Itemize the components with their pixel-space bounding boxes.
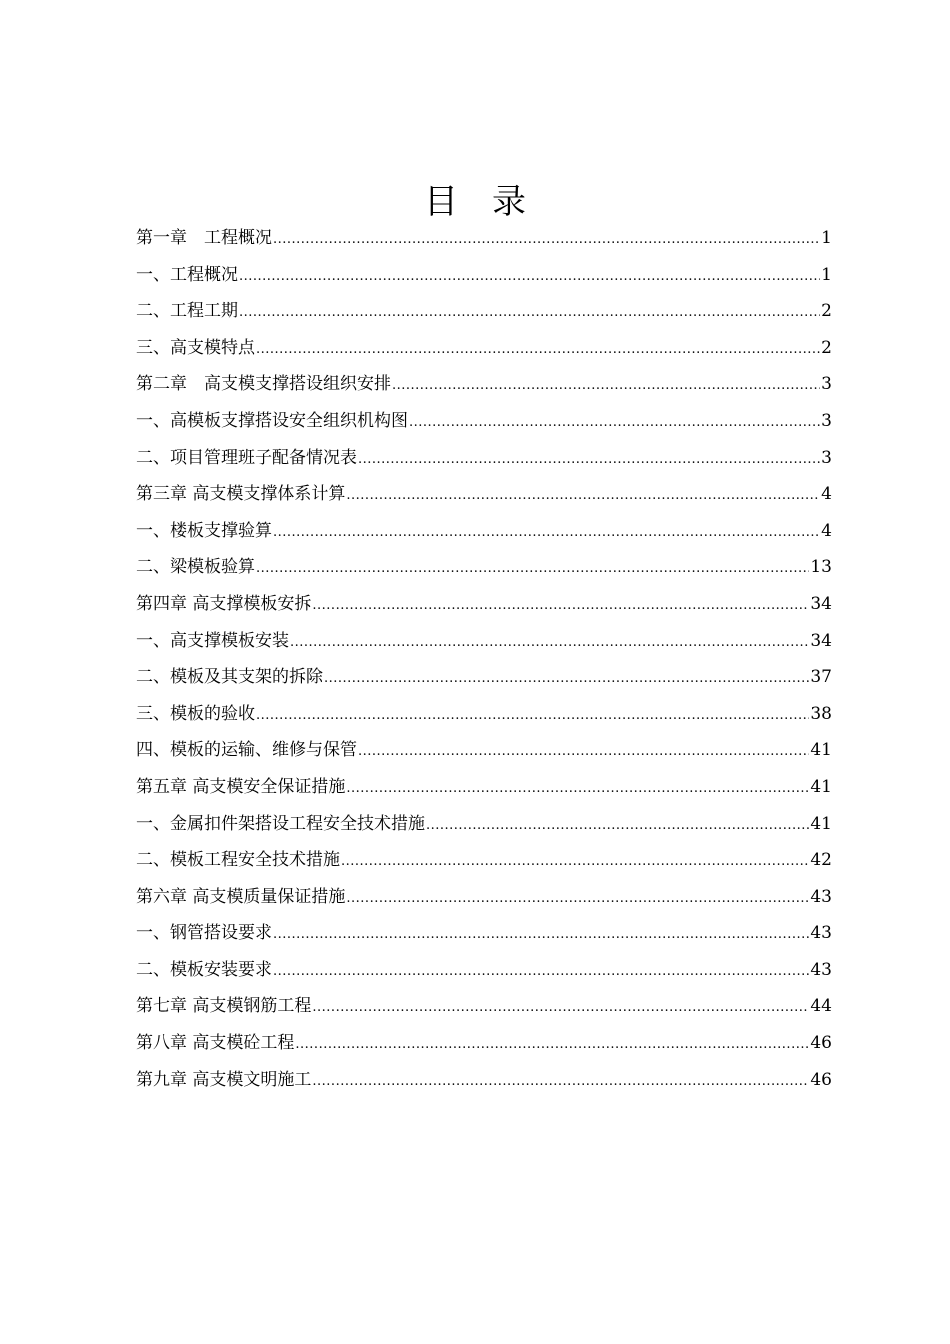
toc-entry-page: 13	[810, 557, 832, 578]
toc-entry-page: 3	[821, 447, 832, 468]
toc-entry-label: 一、高支撑模板安装	[136, 630, 289, 651]
toc-entry-page: 44	[810, 996, 832, 1017]
toc-entry-page: 46	[810, 1033, 832, 1054]
toc-dot-leader	[426, 808, 809, 845]
toc-entry[interactable]	[136, 1025, 832, 1062]
toc-entry-label: 第五章 高支模安全保证措施	[136, 776, 346, 797]
toc-entry[interactable]	[136, 220, 832, 257]
toc-entry-page: 43	[810, 886, 832, 907]
toc-entry[interactable]	[136, 988, 832, 1025]
toc-entry-page: 2	[821, 337, 832, 358]
toc-entry[interactable]	[136, 952, 832, 989]
toc-entry-label: 第八章 高支模砼工程	[136, 1033, 295, 1054]
toc-dot-leader	[273, 222, 820, 259]
toc-entry-label: 一、楼板支撑验算	[136, 520, 272, 541]
toc-entry-label: 一、金属扣件架搭设工程安全技术措施	[136, 813, 425, 834]
toc-entry[interactable]	[136, 732, 832, 769]
toc-entry-page: 1	[821, 228, 832, 248]
toc-dot-leader	[312, 588, 809, 625]
toc-entry-page: 43	[810, 959, 832, 980]
toc-entry[interactable]	[136, 806, 832, 843]
toc-entry-page: 1	[821, 264, 832, 285]
toc-entry-page: 2	[821, 301, 832, 322]
toc-entry-page: 3	[821, 410, 832, 431]
toc-dot-leader	[273, 954, 809, 991]
toc-entry-page: 42	[810, 850, 832, 871]
toc-dot-leader	[273, 515, 820, 552]
toc-dot-leader	[358, 734, 809, 771]
toc-entry-label: 一、高模板支撑搭设安全组织机构图	[136, 410, 408, 431]
toc-dot-leader	[256, 332, 820, 369]
toc-entry[interactable]	[136, 915, 832, 952]
toc-entry[interactable]	[136, 586, 832, 623]
toc-dot-leader	[392, 368, 820, 405]
toc-dot-leader	[409, 405, 820, 442]
toc-dot-leader	[346, 881, 809, 918]
toc-entry[interactable]	[136, 476, 832, 513]
toc-entry-label: 四、模板的运输、维修与保管	[136, 740, 357, 761]
toc-dot-leader	[295, 1027, 809, 1064]
toc-entry-label: 三、高支模特点	[136, 337, 255, 358]
toc-dot-leader	[358, 442, 820, 479]
toc-dot-leader	[346, 771, 809, 808]
toc-entry[interactable]	[136, 366, 832, 403]
toc-dot-leader	[341, 844, 809, 881]
toc-entry-page: 37	[810, 667, 832, 688]
toc-dot-leader	[273, 917, 809, 954]
toc-entry-label: 一、钢管搭设要求	[136, 923, 272, 944]
toc-entry-label: 第二章 高支模支撑搭设组织安排	[136, 374, 391, 395]
toc-entry-label: 第一章 工程概况	[136, 228, 272, 248]
toc-dot-leader	[256, 698, 809, 735]
toc-entry[interactable]	[136, 549, 832, 586]
toc-dot-leader	[239, 295, 820, 332]
toc-entry[interactable]	[136, 623, 832, 660]
toc-entry[interactable]	[136, 403, 832, 440]
toc-entry-page: 41	[810, 740, 832, 761]
toc-entry[interactable]	[136, 293, 832, 330]
toc-dot-leader	[324, 661, 809, 698]
toc-dot-leader	[346, 478, 820, 515]
toc-entry-page: 41	[810, 776, 832, 797]
toc-dot-leader	[256, 551, 809, 588]
toc-list	[136, 220, 832, 1098]
toc-entry-page: 46	[810, 1069, 832, 1090]
toc-entry-label: 第九章 高支模文明施工	[136, 1069, 312, 1090]
toc-entry-label: 第四章 高支撑模板安拆	[136, 593, 312, 614]
toc-entry-page: 38	[810, 703, 832, 724]
toc-entry-label: 第七章 高支模钢筋工程	[136, 996, 312, 1017]
toc-entry[interactable]	[136, 440, 832, 477]
toc-entry-page: 3	[821, 374, 832, 395]
toc-entry-label: 第三章 高支模支撑体系计算	[136, 484, 346, 505]
toc-dot-leader	[312, 990, 809, 1027]
toc-entry-label: 二、项目管理班子配备情况表	[136, 447, 357, 468]
toc-entry-label: 二、模板工程安全技术措施	[136, 850, 340, 871]
toc-entry[interactable]	[136, 696, 832, 733]
toc-entry-label: 二、工程工期	[136, 301, 238, 322]
toc-dot-leader	[290, 625, 809, 662]
toc-entry-label: 三、模板的验收	[136, 703, 255, 724]
toc-entry-page: 41	[810, 813, 832, 834]
toc-entry-page: 34	[810, 593, 832, 614]
toc-entry[interactable]	[136, 842, 832, 879]
toc-entry[interactable]	[136, 769, 832, 806]
toc-entry-label: 二、模板安装要求	[136, 959, 272, 980]
toc-entry-page: 34	[810, 630, 832, 651]
toc-entry-label: 第六章 高支模质量保证措施	[136, 886, 346, 907]
toc-dot-leader	[312, 1064, 809, 1101]
toc-entry-page: 4	[821, 520, 832, 541]
toc-entry-label: 一、工程概况	[136, 264, 238, 285]
toc-entry[interactable]	[136, 257, 832, 294]
toc-dot-leader	[239, 259, 820, 296]
toc-entry[interactable]	[136, 513, 832, 550]
toc-entry[interactable]	[136, 659, 832, 696]
toc-entry-page: 43	[810, 923, 832, 944]
toc-entry[interactable]	[136, 879, 832, 916]
toc-entry[interactable]	[136, 1062, 832, 1099]
toc-entry-label: 二、模板及其支架的拆除	[136, 667, 323, 688]
toc-title: 目 录	[424, 182, 526, 222]
toc-entry[interactable]	[136, 330, 832, 367]
toc-entry-label: 二、梁模板验算	[136, 557, 255, 578]
toc-entry-page: 4	[821, 484, 832, 505]
